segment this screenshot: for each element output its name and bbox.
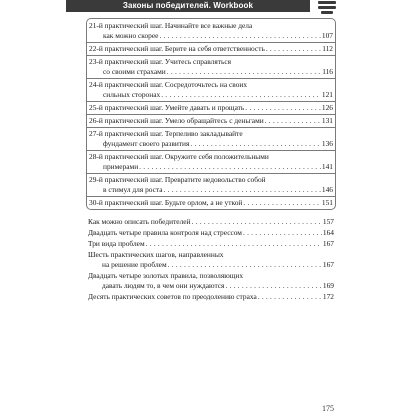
toc-entry	[87, 43, 335, 56]
toc-entry-line	[89, 103, 333, 113]
toc-entry-title: Двадцать четыре правила контроля над стрессом	[88, 227, 242, 237]
toc-entry	[87, 115, 335, 128]
toc-leader-dots	[265, 116, 321, 126]
toc-entry-title: 30-й практический шаг. Будьте орлом, а не уткой	[89, 198, 243, 207]
toc-entry-line	[89, 31, 333, 41]
toc-entry-title: 22-й практический шаг. Берите на себя ответственность	[89, 44, 265, 53]
toc-entry	[86, 291, 336, 302]
toc-entry-page: 167	[322, 238, 334, 248]
toc-entry-line	[88, 228, 334, 238]
toc-entry	[87, 197, 335, 209]
toc-entry	[87, 174, 335, 197]
toc-entry-title: 29-й практический шаг. Превратите недовольство собой	[89, 175, 266, 184]
toc-entry-title: сильных сторонах	[103, 90, 161, 99]
toc-leader-dots	[258, 292, 322, 302]
practical-steps-group	[86, 18, 336, 210]
toc-entry-line	[89, 90, 333, 100]
toc-entry-line	[89, 152, 333, 162]
toc-leader-dots	[168, 260, 322, 270]
toc-entry-title: как можно скорее	[103, 31, 159, 40]
toc-entry-page: 121	[321, 90, 333, 99]
toc-entry-page: 136	[321, 139, 333, 148]
toc-entry-title: давать людям то, в чем они нуждаются	[102, 280, 225, 290]
toc-entry-line	[89, 175, 333, 185]
toc-entry-line	[88, 271, 334, 281]
toc-entry-page: 141	[321, 162, 333, 171]
toc-entry-line	[88, 260, 334, 270]
page-number: 175	[322, 404, 334, 413]
toc-entry-title: 26-й практический шаг. Умело обращайтесь с деньгами	[89, 116, 264, 125]
toc-leader-dots	[161, 90, 321, 100]
toc-entry-title: фундамент своего развития	[103, 139, 190, 148]
toc-entry-line	[88, 217, 334, 227]
book-logo-icon	[318, 0, 336, 17]
toc-entry-line	[89, 129, 333, 139]
toc-entry	[86, 238, 336, 249]
toc-entry-line	[89, 57, 333, 67]
toc-entry-page: 157	[322, 216, 334, 226]
toc-entry-title: примерами	[103, 162, 139, 171]
toc-entry-page: 116	[322, 67, 333, 76]
toc-entry	[87, 79, 335, 102]
toc-leader-dots	[167, 67, 321, 77]
running-header	[66, 0, 310, 12]
toc-entry-title: Как можно описать победителей	[88, 216, 191, 226]
toc-leader-dots	[225, 281, 321, 291]
toc-entry-title: 21-й практический шаг. Начинайте все важные дела	[89, 21, 253, 30]
toc-leader-dots	[243, 228, 322, 238]
toc-entry-title: 25-й практический шаг. Умейте давать и прощать	[89, 103, 245, 112]
table-of-contents	[86, 18, 336, 302]
toc-entry	[87, 20, 335, 43]
toc-leader-dots	[243, 198, 321, 208]
toc-entry-title: со своими страхами	[103, 67, 166, 76]
toc-entry-page: 112	[322, 44, 333, 53]
toc-entry-page: 146	[321, 185, 333, 194]
toc-entry-page: 164	[322, 227, 334, 237]
toc-entry-line	[89, 67, 333, 77]
toc-entry-title: Двадцать четыре золотых правила, позволяющих	[88, 270, 244, 280]
toc-entry	[87, 56, 335, 79]
toc-entry-line	[88, 281, 334, 291]
toc-entry	[87, 151, 335, 174]
toc-entry-title: на решение проблем	[102, 259, 167, 269]
toc-leader-dots	[146, 239, 322, 249]
appendix-entries	[86, 216, 336, 302]
toc-entry-line	[89, 185, 333, 195]
toc-entry	[86, 249, 336, 270]
toc-entry-page: 151	[321, 198, 333, 207]
toc-entry	[87, 128, 335, 151]
toc-entry-page: 126	[321, 103, 333, 112]
toc-entry	[86, 227, 336, 238]
toc-entry-line	[88, 292, 334, 302]
toc-entry-title: Десять практических советов по преодолению страха	[88, 291, 257, 301]
toc-leader-dots	[190, 139, 321, 149]
toc-entry-title: в стимул для роста	[103, 185, 163, 194]
toc-entry-line	[89, 139, 333, 149]
toc-leader-dots	[159, 31, 320, 41]
toc-entry-title: Шесть практических шагов, направленных	[88, 249, 224, 259]
toc-entry-page: 167	[322, 259, 334, 269]
toc-entry-line	[88, 239, 334, 249]
toc-entry-line	[89, 21, 333, 31]
toc-leader-dots	[139, 162, 321, 172]
running-header-title: Законы победителей. Workbook	[122, 1, 254, 10]
toc-entry	[86, 270, 336, 291]
toc-entry-page: 131	[321, 116, 333, 125]
toc-leader-dots	[192, 217, 322, 227]
toc-entry-page: 172	[322, 291, 334, 301]
toc-entry-line	[89, 116, 333, 126]
toc-leader-dots	[245, 103, 321, 113]
toc-entry-line	[88, 250, 334, 260]
toc-entry-title: 24-й практический шаг. Сосредоточьтесь на своих	[89, 80, 248, 89]
toc-leader-dots	[164, 185, 321, 195]
toc-entry-page: 169	[322, 280, 334, 290]
toc-entry-line	[89, 198, 333, 208]
toc-entry-line	[89, 44, 333, 54]
toc-entry-line	[89, 162, 333, 172]
toc-leader-dots	[266, 44, 321, 54]
toc-entry	[87, 102, 335, 115]
toc-entry-title: Три вида проблем	[88, 238, 145, 248]
toc-entry-title: 27-й практический шаг. Терпеливо закладывайте	[89, 129, 243, 138]
toc-entry-title: 23-й практический шаг. Учитесь справляться	[89, 57, 232, 66]
toc-entry-title: 28-й практический шаг. Окружите себя положительными	[89, 152, 269, 161]
toc-entry-page: 107	[321, 31, 333, 40]
toc-entry	[86, 216, 336, 227]
toc-entry-line	[89, 80, 333, 90]
